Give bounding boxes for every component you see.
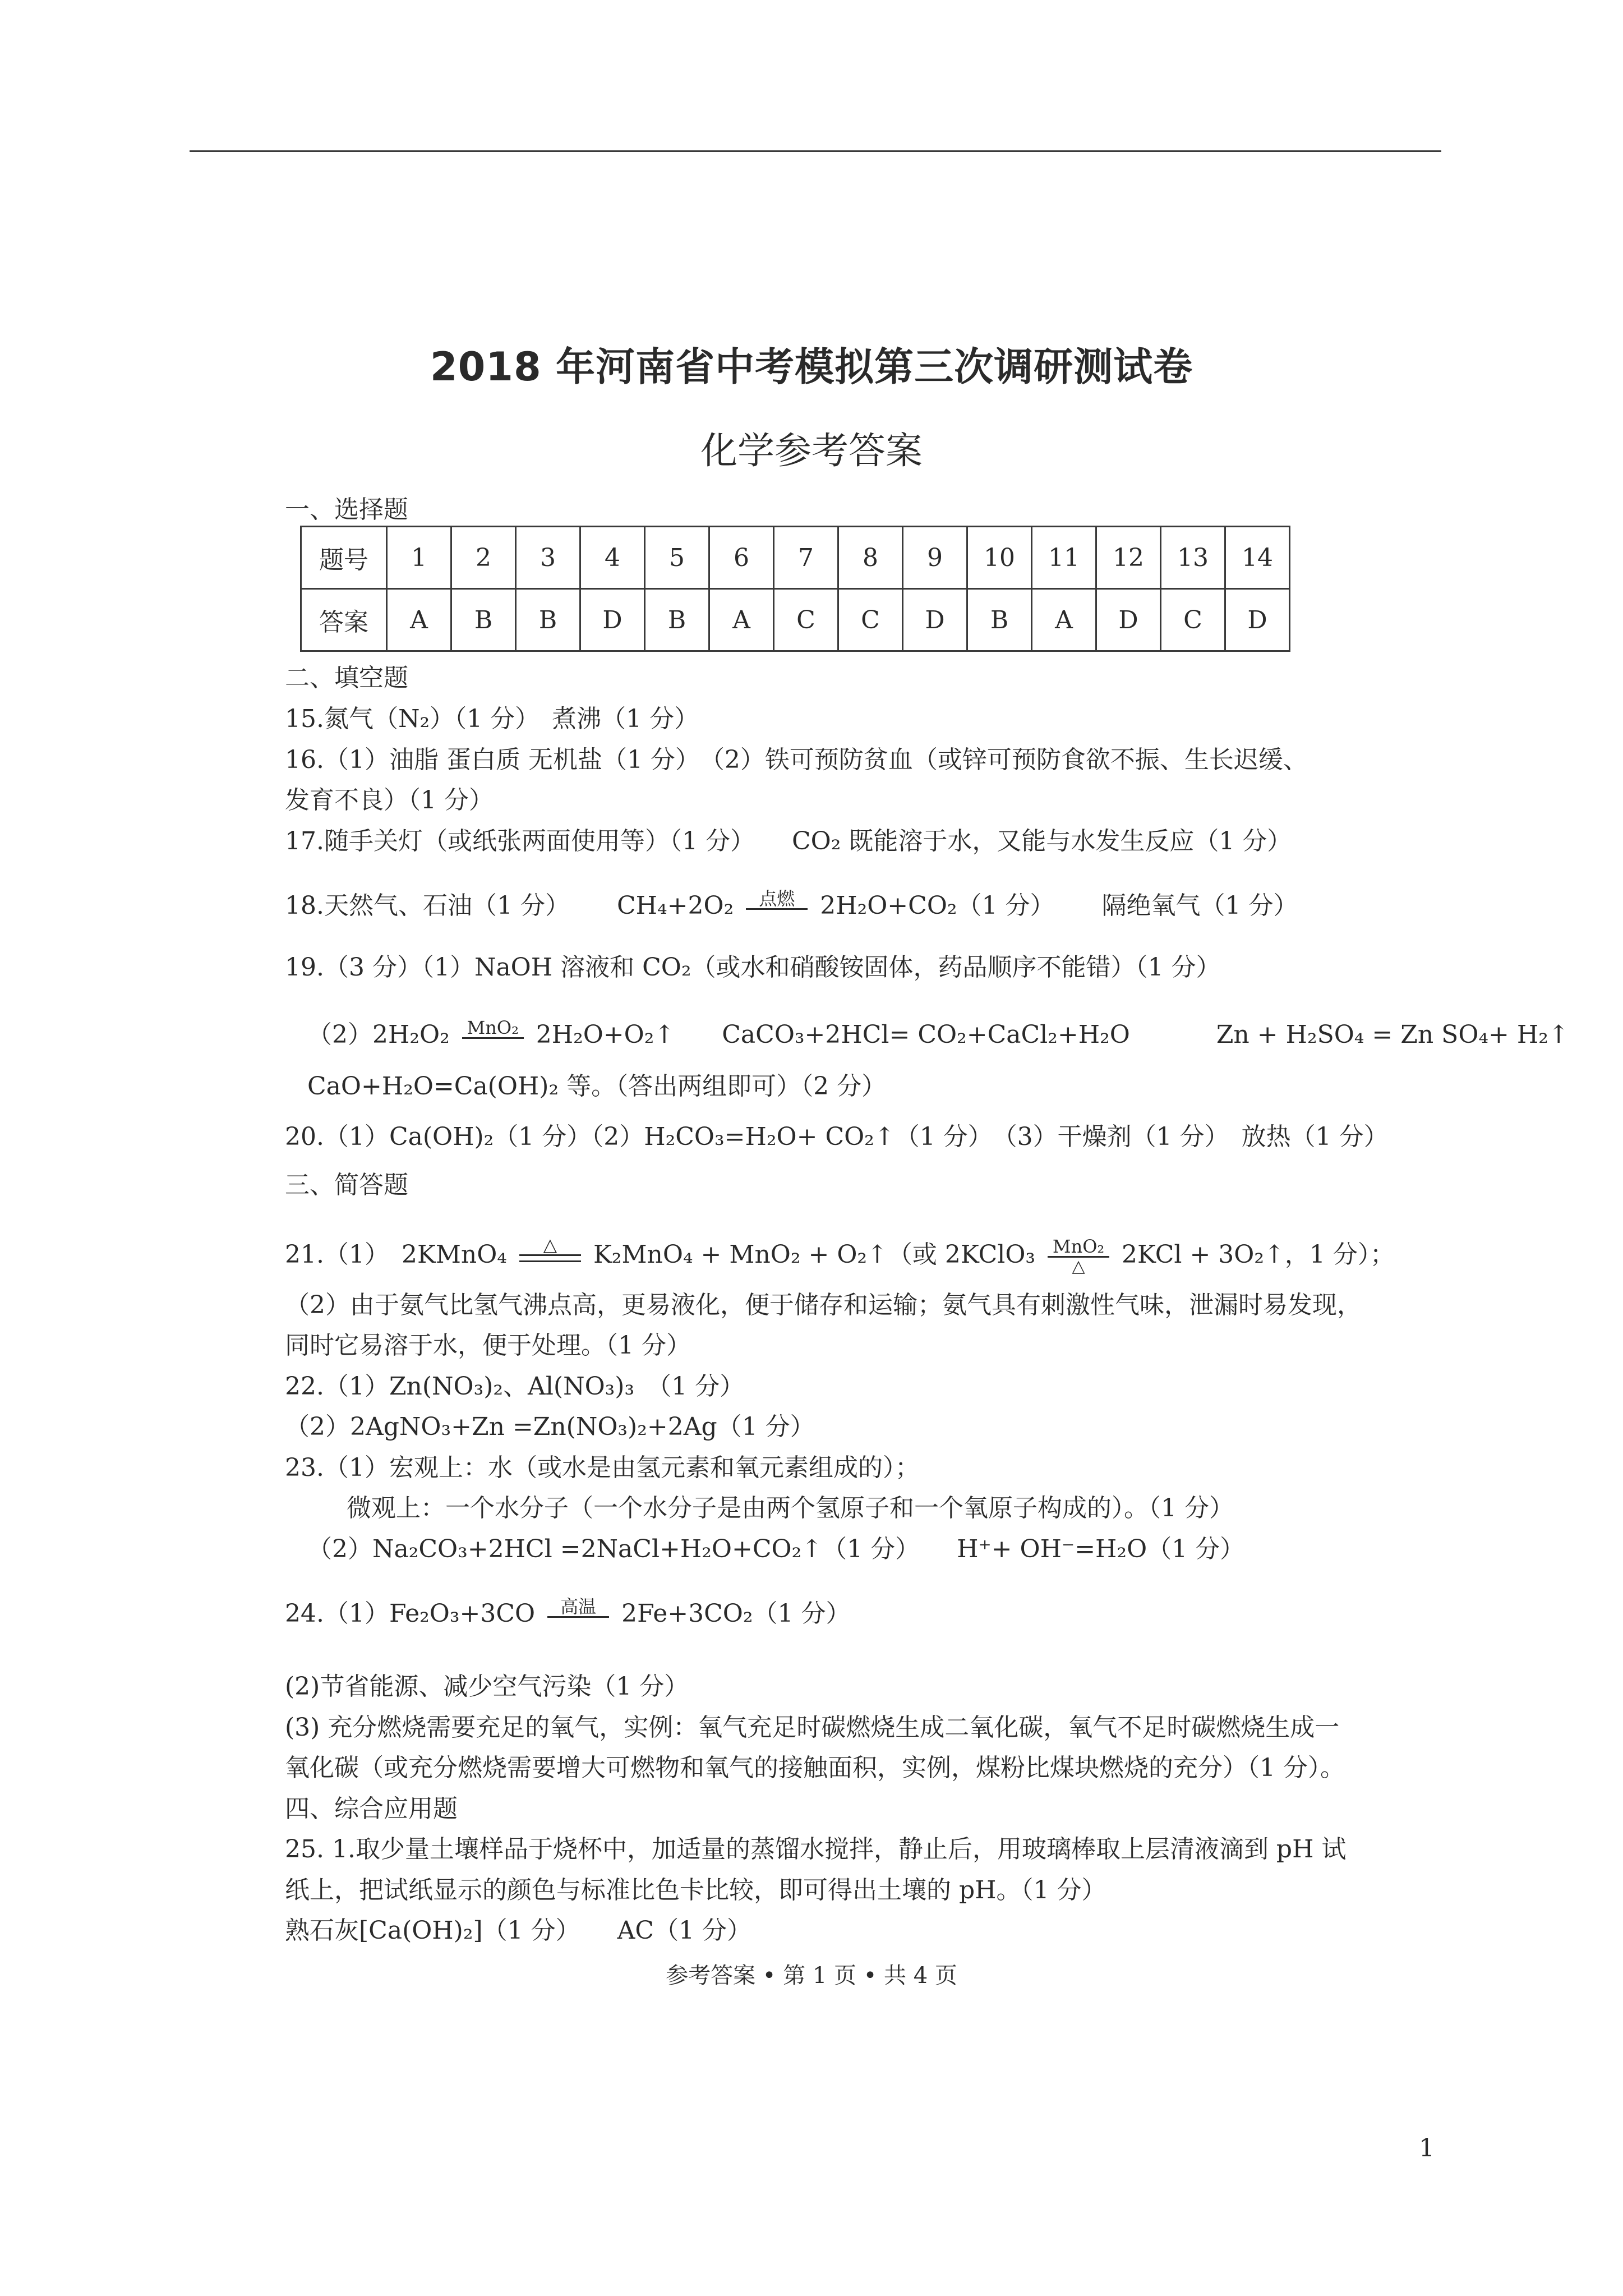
table-cell: 2 [451,527,516,589]
condition-label: MnO₂ [1052,1236,1105,1257]
reaction-condition [547,1597,609,1618]
equation: Zn + H₂SO₄ = Zn SO₄+ H₂↑ [1216,1020,1569,1049]
answer-line-q23-3: （2）Na₂CO₃+2HCl =2NaCl+H₂O+CO₂↑（1 分） H⁺+ OH⁻=H₂O（1 分） [307,1535,1245,1563]
table-cell: 10 [967,527,1032,589]
answer-line-q22: 22.（1）Zn(NO₃)₂、Al(NO₃)₃ （1 分） [285,1372,745,1401]
answer-line-q23: 23.（1）宏观上：水（或水是由氢元素和氧元素组成的）； [285,1453,920,1482]
condition-label: 高温 [560,1596,597,1617]
table-cell: C [1161,589,1225,651]
table-cell: B [516,589,580,651]
table-cell: 13 [1161,527,1225,589]
answer-line-q23-2: 微观上：一个水分子（一个水分子是由两个氢原子和一个氧原子构成的）。（1 分） [347,1494,1234,1522]
text-segment: 18.天然气、石油（1 分） [285,891,570,920]
table-cell: 6 [709,527,774,589]
table-cell: C [774,589,838,651]
answer-line-q24-4: 氧化碳（或充分燃烧需要增大可燃物和氧气的接触面积，实例，煤粉比煤块燃烧的充分）（1 分）。 [285,1754,1345,1782]
table-cell: 12 [1096,527,1161,589]
table-cell: A [387,589,451,651]
answer-line-q25: 25. 1.取少量土壤样品于烧杯中，加适量的蒸馏水搅拌，静止后，用玻璃棒取上层清液滴到 pH 试 [285,1835,1347,1864]
page-subtitle: 化学参考答案 [700,429,923,472]
section-heading-comprehensive: 四、综合应用题 [285,1795,458,1823]
equation-left: 21.（1） 2KMnO₄ [285,1240,507,1269]
page-title: 2018 年河南省中考模拟第三次调研测试卷 [430,344,1193,390]
table-cell: 9 [903,527,967,589]
equation-right: 2KCl + 3O₂↑，1 分）； [1122,1240,1395,1269]
answer-line-q18 [285,885,1298,921]
answer-line-q25-3: 熟石灰[Ca(OH)₂]（1 分） AC（1 分） [285,1916,752,1945]
answer-table [300,526,1290,652]
table-cell: 5 [645,527,709,589]
text-segment: 隔绝氧气（1 分） [1101,891,1298,920]
reaction-condition [519,1235,581,1262]
answer-line-q16: 16.（1）油脂 蛋白质 无机盐（1 分） （2）铁可预防贫血（或锌可预防食欲不振、生长迟缓、 [285,746,1308,774]
table-cell: D [903,589,967,651]
answer-line-q19: 19.（3 分）（1）NaOH 溶液和 CO₂（或水和硝酸铵固体，药品顺序不能错）（1 分） [285,953,1221,982]
answer-line-q19-2 [307,1014,1569,1050]
section-heading-choice: 一、选择题 [285,495,408,524]
table-cell: B [645,589,709,651]
row-label: 答案 [301,589,387,651]
reaction-condition [1048,1237,1109,1276]
answer-line-q21-3: 同时它易溶于水，便于处理。（1 分） [285,1331,691,1360]
answer-line-q22-2: （2）2AgNO₃+Zn =Zn(NO₃)₂+2Ag（1 分） [285,1412,815,1441]
answer-line-q25-2: 纸上，把试纸显示的颜色与标准比色卡比较，即可得出土壤的 pH。（1 分） [285,1876,1106,1904]
table-cell: 7 [774,527,838,589]
equation-right: 2H₂O+CO₂（1 分） [820,891,1055,920]
page-number: 1 [1419,2134,1435,2162]
table-cell: B [451,589,516,651]
table-cell: D [580,589,645,651]
table-cell: C [838,589,903,651]
equation-right: 2Fe+3CO₂（1 分） [621,1599,851,1628]
answer-line-q19-3: CaO+H₂O=Ca(OH)₂ 等。（答出两组即可）（2 分） [307,1072,887,1101]
equation-right: K₂MnO₄ + MnO₂ + O₂↑（或 2KClO₃ [593,1240,1036,1269]
reaction-condition [462,1018,524,1039]
section-heading-fill: 二、填空题 [285,664,408,692]
table-cell: 8 [838,527,903,589]
answer-line-q24-2: (2)节省能源、减少空气污染（1 分） [285,1672,689,1701]
equation: CaCO₃+2HCl= CO₂+CaCl₂+H₂O [722,1020,1130,1049]
condition-label: 点燃 [759,888,795,909]
answer-line-q24-3: (3) 充分燃烧需要充足的氧气，实例：氧气充足时碳燃烧生成二氧化碳，氧气不足时碳燃烧生成一 [285,1713,1340,1742]
table-cell: 11 [1032,527,1096,589]
table-cell: B [967,589,1032,651]
table-cell: 3 [516,527,580,589]
answer-line-q17: 17.随手关灯（或纸张两面使用等）（1 分） CO₂ 既能溶于水，又能与水发生反应（1 分） [285,827,1292,855]
section-heading-short: 三、简答题 [285,1171,408,1199]
equation-left: CH₄+2O₂ [616,891,734,920]
condition-label: △ [1072,1257,1085,1276]
table-row-answers [301,589,1290,651]
answer-line-q21 [285,1234,1395,1276]
reaction-condition [746,889,808,910]
table-cell: D [1096,589,1161,651]
answer-line-q21-2: （2）由于氨气比氢气沸点高，更易液化，便于储存和运输；氨气具有刺激性气味，泄漏时易发现， [285,1291,1362,1319]
table-cell: 1 [387,527,451,589]
answer-line-q16-cont: 发育不良）（1 分） [285,786,494,815]
table-row-numbers [301,527,1290,589]
answer-line-q24 [285,1593,850,1629]
condition-label: MnO₂ [467,1017,519,1038]
table-cell: 14 [1225,527,1290,589]
table-cell: 4 [580,527,645,589]
equation-left: 24.（1）Fe₂O₃+3CO [285,1599,536,1628]
row-label: 题号 [301,527,387,589]
header-rule [190,150,1441,152]
page-footer: 参考答案 • 第 1 页 • 共 4 页 [666,1963,957,1989]
answer-line-q20: 20.（1）Ca(OH)₂（1 分）（2）H₂CO₃=H₂O+ CO₂↑（1 分） （3）干燥剂（1 分） 放热（1 分） [285,1122,1389,1151]
table-cell: D [1225,589,1290,651]
table-cell: A [709,589,774,651]
table-cell: A [1032,589,1096,651]
answer-line-q15: 15.氮气（N₂）（1 分） 煮沸（1 分） [285,705,699,733]
equation-left: （2）2H₂O₂ [307,1020,450,1049]
condition-label: △ [543,1234,557,1255]
equation-right: 2H₂O+O₂↑ [536,1020,675,1049]
